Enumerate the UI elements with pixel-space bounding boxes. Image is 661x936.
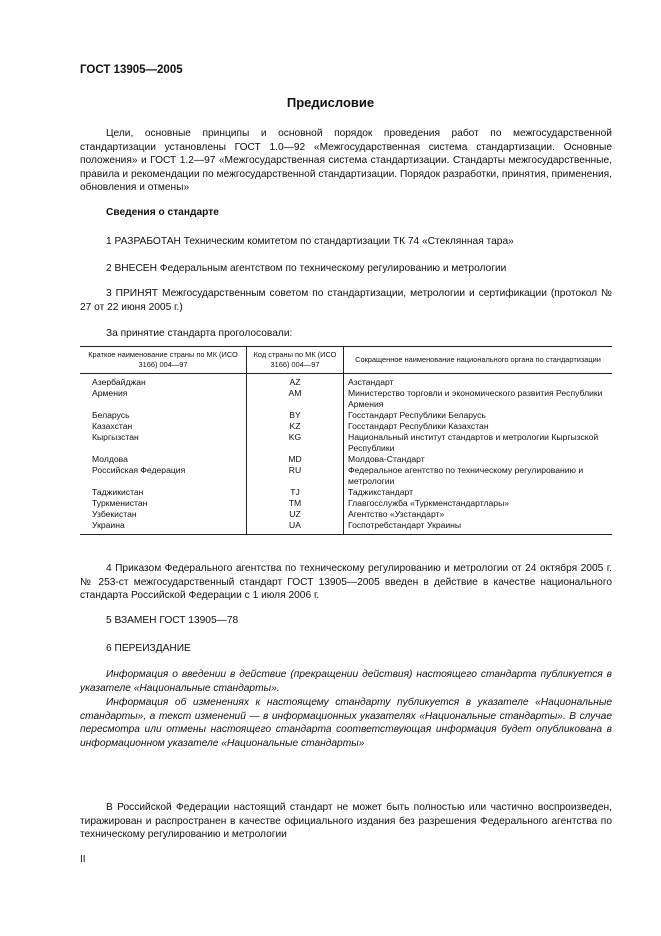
code-cell: KZ bbox=[247, 421, 344, 432]
item-3: 3 ПРИНЯТ Межгосударственным советом по стандартизации, метрологии и сертификации (протокол № 27 от 22 июня 2005 г.) bbox=[80, 288, 612, 313]
copyright-paragraph: В Российской Федерации настоящий стандарт не может быть полностью или частично воспроизведен, тиражирован и распространен в качестве официального издания без разрешения Федерального агентства по техническому регулированию и метрологии bbox=[80, 802, 612, 841]
body-cell: Таджикстандарт bbox=[344, 487, 613, 498]
table-row bbox=[80, 388, 612, 410]
code-cell: KG bbox=[247, 432, 344, 454]
code-cell: UZ bbox=[247, 509, 344, 520]
country-cell: Армения bbox=[92, 388, 128, 398]
item-1: 1 РАЗРАБОТАН Техническим комитетом по стандартизации ТК 74 «Стеклянная тара» bbox=[106, 236, 514, 247]
country-cell: Азербайджан bbox=[92, 377, 146, 387]
code-cell: MD bbox=[247, 454, 344, 465]
item-5: 5 ВЗАМЕН ГОСТ 13905—78 bbox=[106, 615, 239, 626]
table-row bbox=[80, 520, 612, 535]
table-row bbox=[80, 498, 612, 509]
body-cell: Министерство торговли и экономического развития Республики Армения bbox=[344, 388, 613, 410]
country-cell: Казахстан bbox=[92, 421, 133, 431]
intro-paragraph: Цели, основные принципы и основной порядок проведения работ по межгосударственной стандартизации установлены ГОСТ 1.0—92 «Межгосударственная система стандартизации. Основные положения» и ГОСТ 1.2—97 «Межгосударственная система стандартизации. Стандарты межгосударственные, правила и рекомендации по межгосударственной стандартизации. Порядок разработки, принятия, применения, обновления и отмены» bbox=[80, 128, 612, 194]
item-2: 2 ВНЕСЕН Федеральным агентством по техническому регулированию и метрологии bbox=[106, 263, 507, 274]
country-cell: Таджикистан bbox=[92, 487, 144, 497]
body-cell: Азстандарт bbox=[344, 374, 613, 389]
table-row bbox=[80, 454, 612, 465]
country-cell: Молдова bbox=[92, 454, 128, 464]
table-row bbox=[80, 421, 612, 432]
body-cell: Национальный институт стандартов и метрологии Кыргызской Республики bbox=[344, 432, 613, 454]
country-cell: Беларусь bbox=[92, 410, 130, 420]
document-header: ГОСТ 13905—2005 bbox=[80, 64, 183, 76]
about-heading: Сведения о стандарте bbox=[106, 207, 219, 218]
body-cell: Госстандарт Республики Беларусь bbox=[344, 410, 613, 421]
item-4: 4 Приказом Федерального агентства по техническому регулированию и метрологии от 24 октября 2005 г. № 253-ст межгосударственный стандарт ГОСТ 13905—2005 введен в действие в качестве национального стандарта Российской Федерации с 1 июля 2006 г. bbox=[80, 563, 612, 602]
voting-table bbox=[80, 346, 612, 535]
vote-intro: За принятие стандарта проголосовали: bbox=[106, 328, 293, 339]
body-cell: Госпотребстандарт Украины bbox=[344, 520, 613, 535]
code-cell: BY bbox=[247, 410, 344, 421]
table-header-row bbox=[80, 347, 612, 374]
body-cell: Госстандарт Республики Казахстан bbox=[344, 421, 613, 432]
country-cell: Узбекистан bbox=[92, 509, 137, 519]
header-code: Код страны по МК (ИСО 3166) 004—97 bbox=[247, 347, 344, 374]
header-country: Краткое наименование страны по МК (ИСО 3166) 004—97 bbox=[80, 347, 247, 374]
table-row bbox=[80, 487, 612, 498]
code-cell: RU bbox=[247, 465, 344, 487]
body-cell: Главгосслужба «Туркменстандартлары» bbox=[344, 498, 613, 509]
body-cell: Молдова-Стандарт bbox=[344, 454, 613, 465]
item-6: 6 ПЕРЕИЗДАНИЕ bbox=[106, 643, 191, 654]
country-cell: Кыргызстан bbox=[92, 432, 139, 442]
country-cell: Украина bbox=[80, 520, 247, 535]
code-cell: AZ bbox=[247, 374, 344, 389]
body-cell: Агентство «Узстандарт» bbox=[344, 509, 613, 520]
table-row bbox=[80, 410, 612, 421]
page-title: Предисловие bbox=[286, 95, 375, 110]
table-row bbox=[80, 432, 612, 454]
info-paragraph-1: Информация о введении в действие (прекращении действия) настоящего стандарта публикуется в указателе «Национальные стандарты». bbox=[80, 669, 612, 694]
code-cell: AM bbox=[247, 388, 344, 410]
code-cell: TJ bbox=[247, 487, 344, 498]
table-row bbox=[80, 465, 612, 487]
header-body: Сокращенное наименование национального органа по стандартизации bbox=[344, 347, 613, 374]
table-row bbox=[80, 374, 612, 389]
page-number: II bbox=[80, 854, 86, 865]
info-paragraph-2: Информация об изменениях к настоящему стандарту публикуется в указателе «Национальные стандарты», а текст изменений — в информационных указателях «Национальные стандарты». В случае пересмотра или отмены настоящего стандарта соответствующая информация будет опубликована в информационном указателе «Национальные стандарты» bbox=[80, 697, 612, 749]
table-row bbox=[80, 509, 612, 520]
body-cell: Федеральное агентство по техническому регулированию и метрологии bbox=[344, 465, 613, 487]
code-cell: TM bbox=[247, 498, 344, 509]
country-cell: Российская Федерация bbox=[92, 465, 186, 475]
country-cell: Туркменистан bbox=[92, 498, 148, 508]
code-cell: UA bbox=[247, 520, 344, 535]
